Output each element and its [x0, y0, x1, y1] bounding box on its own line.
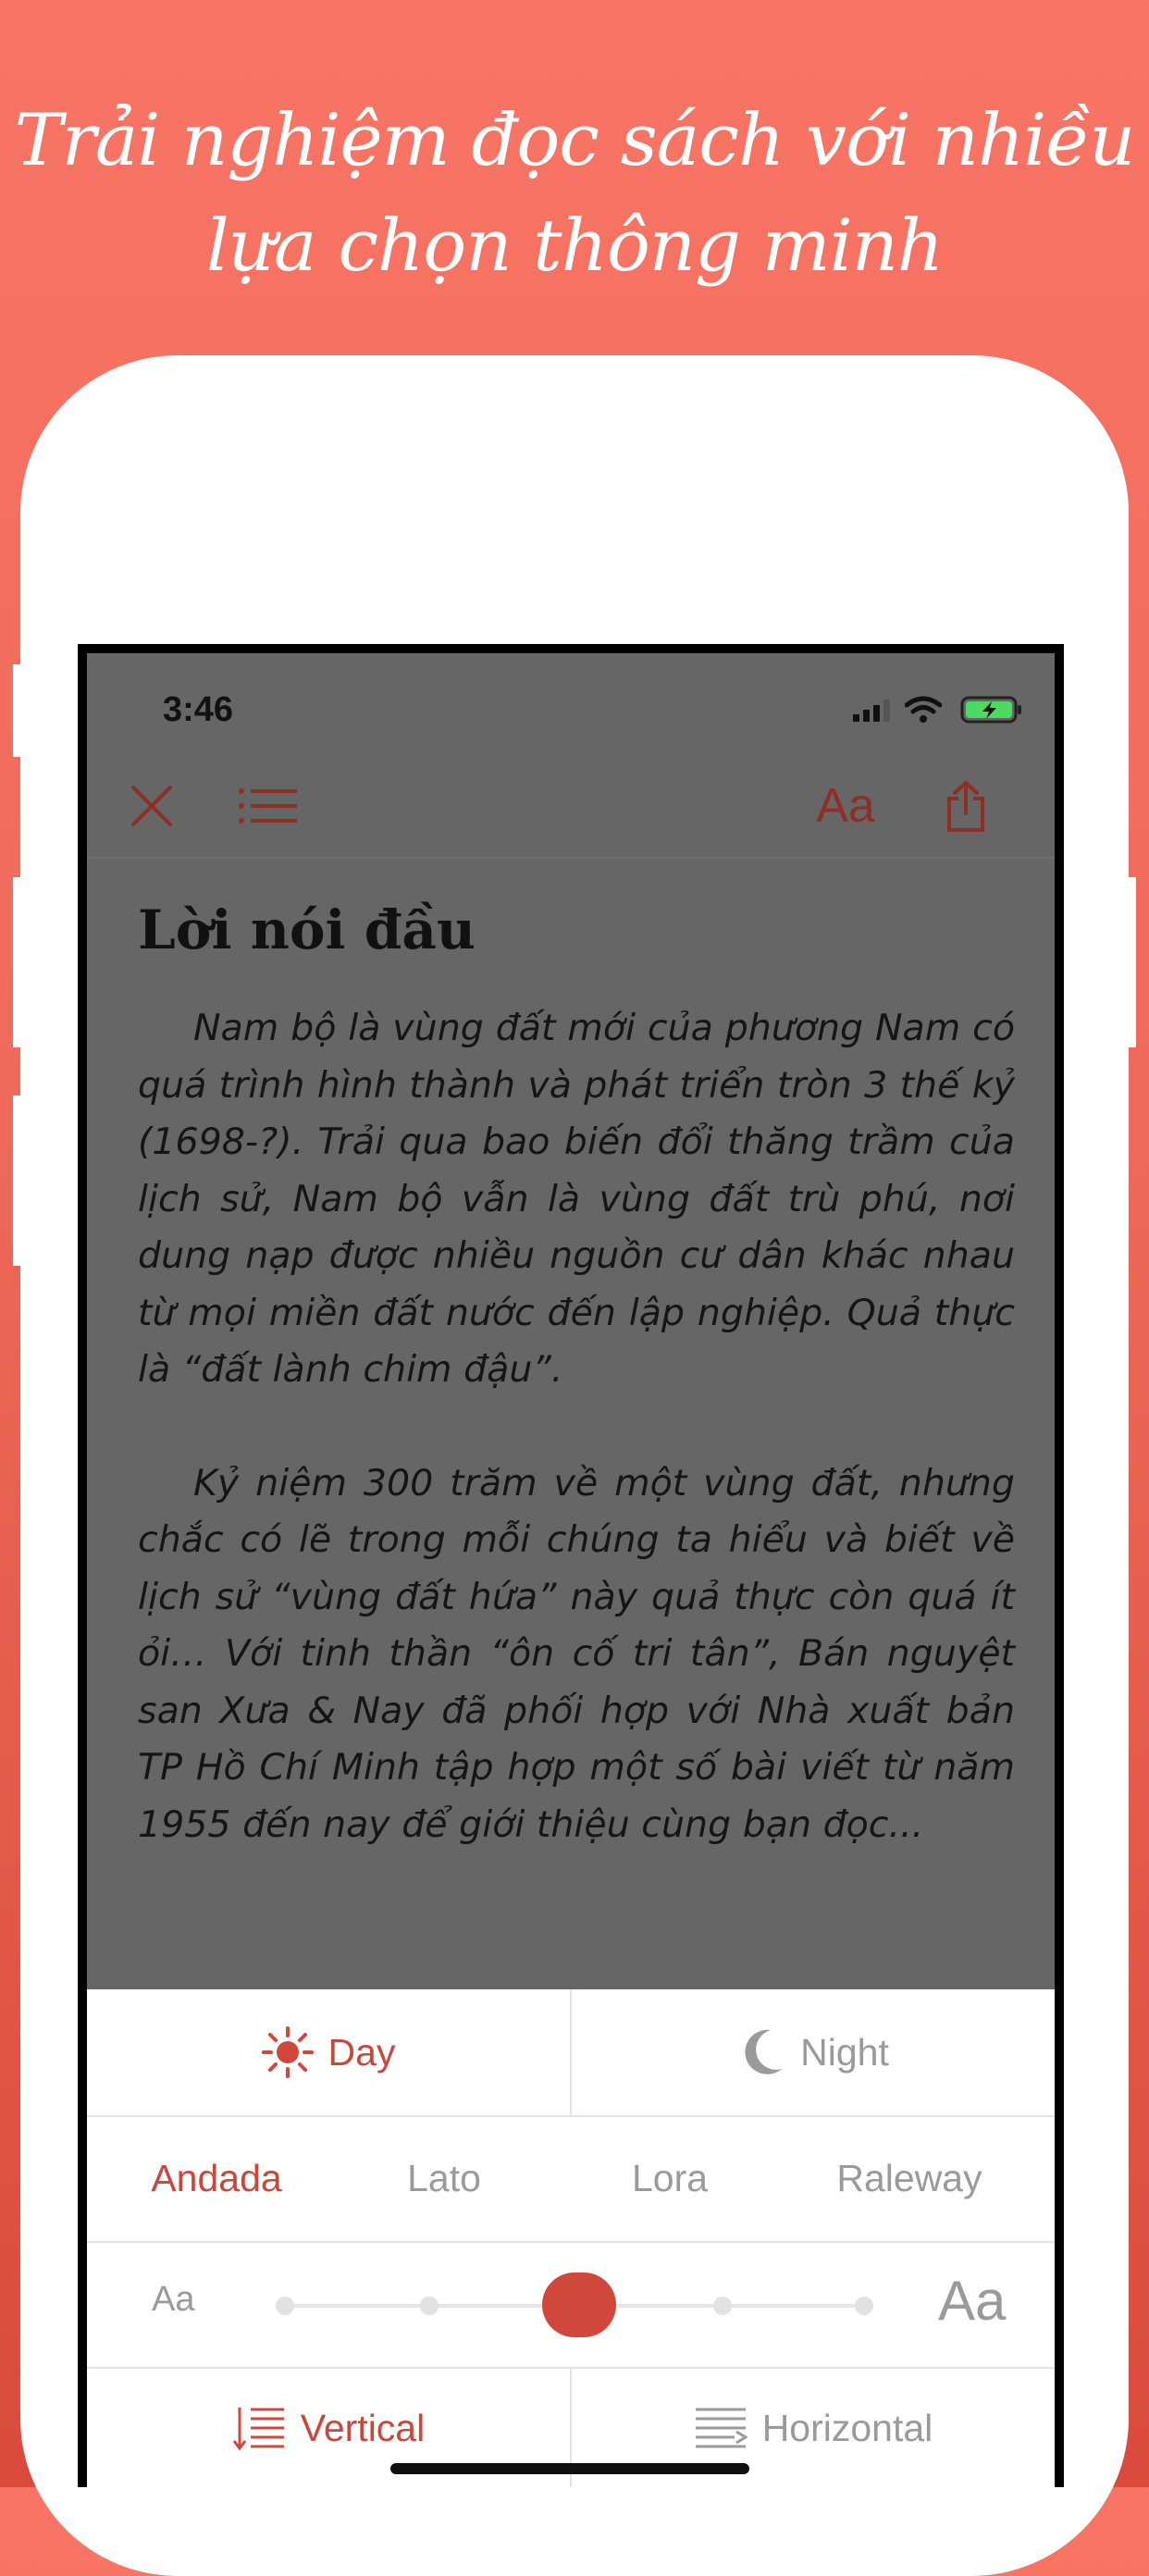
- phone-side-button-left: [13, 664, 35, 757]
- font-option-lato[interactable]: Lato: [407, 2156, 481, 2199]
- font-size-small-label: Aa: [152, 2280, 195, 2319]
- close-icon: [130, 784, 174, 828]
- cellular-signal-icon: [853, 700, 892, 722]
- sun-icon: [262, 2026, 314, 2078]
- font-option-andada[interactable]: Andada: [151, 2156, 282, 2199]
- horizontal-scroll-icon: [694, 2406, 747, 2450]
- font-size-row: [87, 2241, 1055, 2369]
- font-size-step[interactable]: [420, 2297, 439, 2315]
- vertical-scroll-icon: [232, 2406, 286, 2450]
- share-button[interactable]: [920, 755, 1012, 857]
- phone-side-button-left: [13, 1096, 35, 1266]
- font-size-step[interactable]: [855, 2297, 873, 2315]
- moon-icon: [737, 2026, 785, 2078]
- phone-side-button-right: [1114, 877, 1136, 1047]
- font-size-step[interactable]: [713, 2297, 732, 2315]
- font-size-large-label: Aa: [938, 2270, 1007, 2332]
- wifi-icon: [905, 696, 942, 724]
- day-mode-label: Day: [327, 2030, 396, 2074]
- font-settings-button[interactable]: [799, 755, 892, 857]
- device-screen: [78, 644, 1064, 2487]
- font-size-slider-thumb[interactable]: [542, 2273, 616, 2337]
- promo-headline-line2: lựa chọn thông minh: [205, 204, 944, 288]
- promo-headline-line1: Trải nghiệm đọc sách với nhiều: [14, 99, 1135, 182]
- close-button[interactable]: [115, 755, 189, 857]
- reader-content: [138, 898, 1015, 1910]
- font-row: [87, 2115, 1055, 2243]
- phone-side-button-left: [13, 877, 35, 1047]
- night-mode-button[interactable]: [572, 1989, 1055, 2115]
- table-of-contents-button[interactable]: [226, 755, 309, 857]
- reader-paragraph: Kỷ niệm 300 trăm về một vùng đất, nhưng chắc có lẽ trong mỗi chúng ta hiểu và biết về lịch sử “vùng đất hứa” này quả thực còn quá ít ỏi… Với tinh thần “ôn cố tri tân”, Bán nguyệt san Xưa & Nay đã phối hợp với Nhà xuất bản TP Hồ Chí Minh tập hợp một số bài viết từ năm 1955 đến nay để giới thiệu cùng bạn đọc...: [138, 1461, 1015, 1846]
- promo-headline: [0, 88, 1149, 299]
- reader-toolbar: [87, 755, 1055, 859]
- horizontal-mode-label: Horizontal: [761, 2406, 933, 2449]
- reader-paragraph: Nam bộ là vùng đất mới của phương Nam có quá trình hình thành và phát triển tròn 3 thế kỷ (1698-?). Trải qua bao biến đổi thăng trầm của lịch sử, Nam bộ vẫn là vùng đất trù phú, nơi dung nạp được nhiều nguồn cư dân khác nhau từ mọi miền đất nước đến lập nghiệp. Quả thực là “đất lành chim đậu”.: [138, 1007, 1015, 1391]
- battery-charging-icon: [960, 696, 1025, 724]
- font-option-raleway[interactable]: Raleway: [836, 2156, 982, 2199]
- vertical-mode-label: Vertical: [300, 2406, 426, 2449]
- night-mode-label: Night: [800, 2030, 889, 2074]
- reader-screen: [87, 653, 1055, 2487]
- font-settings-label: Aa: [816, 779, 875, 833]
- theme-row: [87, 1989, 1055, 2117]
- home-indicator[interactable]: [390, 2463, 749, 2474]
- font-option-lora[interactable]: Lora: [631, 2156, 709, 2199]
- list-icon: [238, 787, 297, 824]
- day-mode-button[interactable]: [87, 1989, 570, 2115]
- chapter-title: Lời nói đầu: [138, 898, 476, 961]
- share-icon: [944, 780, 988, 832]
- font-size-step[interactable]: [276, 2297, 294, 2315]
- status-time: 3:46: [163, 690, 234, 729]
- reading-settings-panel: [87, 1989, 1055, 2487]
